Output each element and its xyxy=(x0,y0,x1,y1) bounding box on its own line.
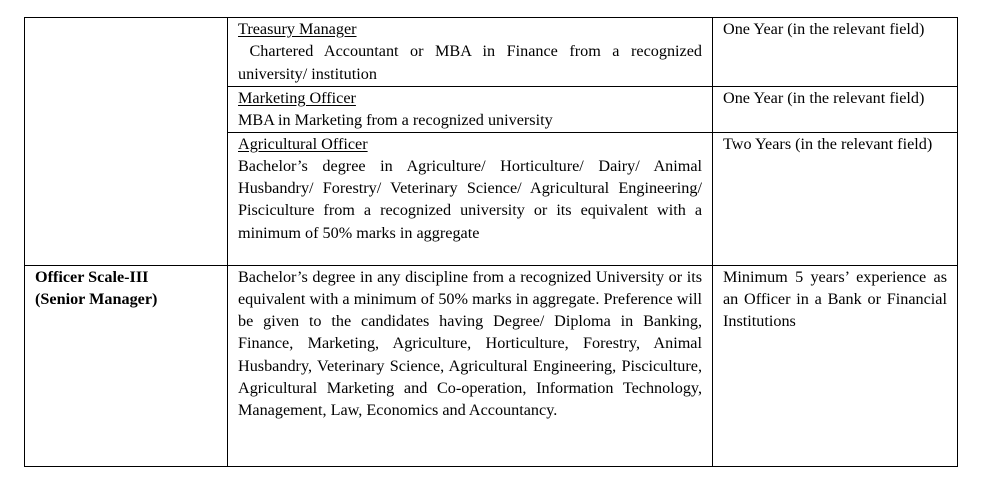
qualification-cell xyxy=(228,87,713,133)
post-title: Agricultural Officer xyxy=(238,134,368,153)
post-title: Marketing Officer xyxy=(238,89,356,107)
qualification-table xyxy=(24,17,958,467)
post-cell-empty xyxy=(25,18,228,266)
experience-cell: One Year (in the relevant field) xyxy=(713,87,958,133)
post-designation: (Senior Manager) xyxy=(35,289,158,308)
table-row xyxy=(25,265,958,466)
qualification-cell xyxy=(228,132,713,265)
qualification-text: Bachelor’s degree in Agriculture/ Horticulture/ Dairy/ Animal Husbandry/ Forestry/ Veterinary Science/ Agricultural Engineering/ Pisciculture from a recognized university or its equivalent with a minimum of 50% marks in aggregate xyxy=(238,156,702,242)
qualification-cell xyxy=(228,18,713,87)
experience-cell: One Year (in the relevant field) xyxy=(713,18,958,87)
qualification-text: MBA in Marketing from a recognized university xyxy=(238,111,553,130)
qualification-text: Bachelor’s degree in any discipline from a recognized University or its equivalent with a minimum of 50% marks in aggregate. Preference will be given to the candidates having Degree/ Diploma in Banking, Finance, Marketing, Agriculture, Horticulture, Forestry, Animal Husbandry, Veterinary Science, Agricultural Engineering, Pisciculture, Agricultural Marketing and Co-operation, Information Technology, Management, Law, Economics and Accountancy. xyxy=(228,265,713,466)
post-title: Treasury Manager xyxy=(238,20,357,38)
qualification-text: Chartered Accountant or MBA in Finance from a recognized university/ institution xyxy=(238,42,707,83)
post-name: Officer Scale-III xyxy=(35,267,149,286)
experience-cell: Two Years (in the relevant field) xyxy=(713,132,958,265)
post-cell xyxy=(25,265,228,466)
experience-cell: Minimum 5 years’ experience as an Officer in a Bank or Financial Institutions xyxy=(713,265,958,466)
table-row xyxy=(25,18,958,87)
